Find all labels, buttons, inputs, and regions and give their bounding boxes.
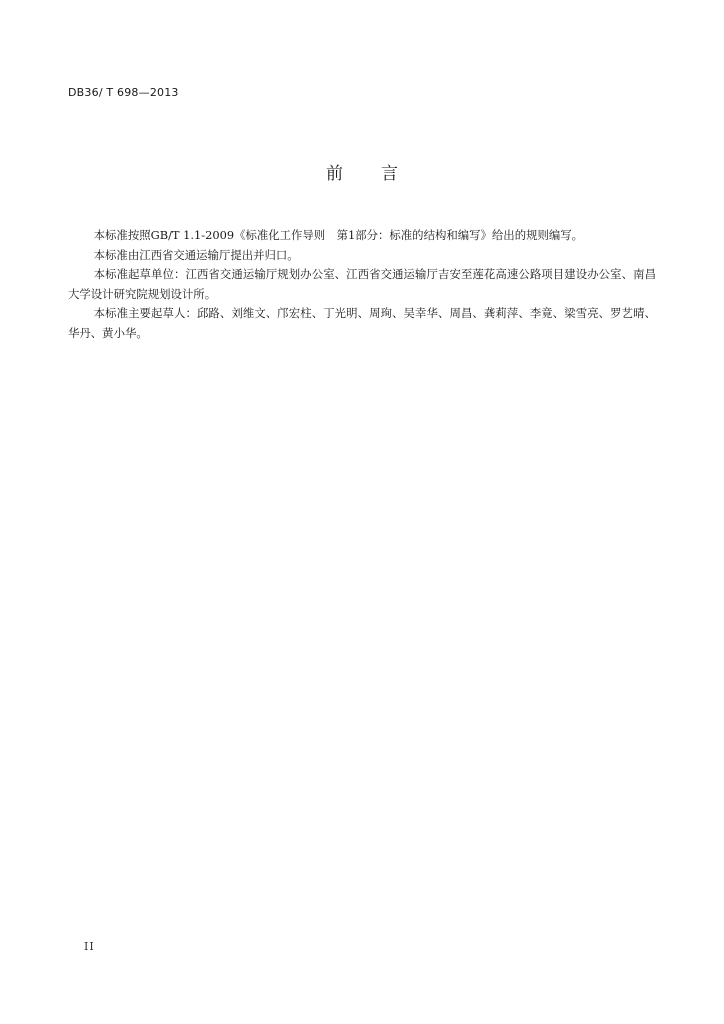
title-char-1: 前 bbox=[326, 164, 343, 184]
title-char-2: 言 bbox=[381, 164, 398, 184]
page-title bbox=[0, 163, 724, 185]
paragraph-proposer: 本标准由江西省交通运输厅提出并归口。 bbox=[93, 247, 299, 262]
page-number: II bbox=[84, 940, 95, 953]
paragraph-drafters: 本标准主要起草人：邱路、刘维文、邝宏柱、丁光明、周珣、吴幸华、周昌、龚莉萍、李竟、梁雪亮、罗艺晴、华丹、黄小华。 bbox=[68, 306, 656, 340]
foreword-body bbox=[68, 226, 656, 343]
document-code: DB36/ T 698—2013 bbox=[68, 86, 179, 99]
paragraph-drafting-units: 本标准起草单位：江西省交通运输厅规划办公室、江西省交通运输厅吉安至莲花高速公路项目建设办公室、南昌大学设计研究院规划设计所。 bbox=[68, 267, 656, 301]
paragraph-drafting-rules: 本标准按照GB/T 1.1-2009《标准化工作导则 第1部分：标准的结构和编写》给出的规则编写。 bbox=[93, 228, 584, 242]
